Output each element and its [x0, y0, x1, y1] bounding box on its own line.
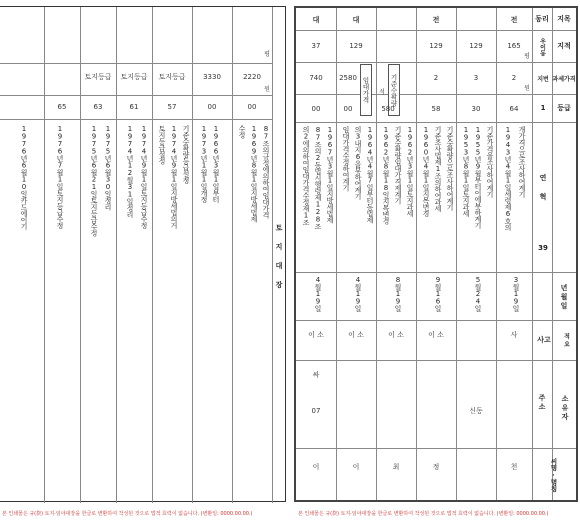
- reason-cell: 이 소: [388, 331, 404, 339]
- history-entry: 기준조사법제1조의하여과세: [434, 126, 442, 212]
- history-entry: 1975년6월30일정리: [104, 125, 112, 210]
- grade-label: 토지등급: [158, 73, 186, 81]
- history-entry: 1969년8월1일지방세법제: [250, 125, 258, 222]
- history-entry: 의2에의하여임대가격수정재1조: [302, 126, 310, 226]
- owner-name: 정: [432, 463, 440, 471]
- name-label: 씨명·명칭: [549, 458, 558, 492]
- register-title: 토 지 대 장: [275, 224, 283, 290]
- row-divider: [296, 360, 576, 361]
- grade-value: 00: [343, 105, 353, 113]
- reason-cell: 사: [510, 331, 518, 339]
- land-register-left-page: [0, 6, 286, 502]
- grade-value: 64: [509, 105, 519, 113]
- column-divider: [44, 7, 45, 503]
- grade-value: 58: [431, 105, 441, 113]
- pyeong-mark: 평: [264, 50, 270, 58]
- owner-name: 천: [510, 463, 518, 471]
- address-cell: 싸: [312, 371, 320, 379]
- pyeong-mark: 평: [524, 52, 530, 60]
- area-label: 지적: [557, 42, 571, 50]
- footer-disclaimer: 본 인쇄물은 규(揆) 토지·임야대장을 한글로 변환하여 작성된 것으로 법적 효력이 없습니다. (변환일: 0000.00.00.): [298, 511, 549, 517]
- history-entry: 1966년3월1일부터: [212, 125, 220, 203]
- district-name: 우이동: [538, 38, 546, 56]
- land-category: 대: [312, 16, 320, 24]
- owner-name: 최: [392, 463, 400, 471]
- date-cell: 4월19일: [314, 276, 322, 312]
- date-label: 년월일: [560, 283, 568, 311]
- tax-value: 2: [511, 74, 517, 82]
- history-entry: 의3내지6을부하여계기: [354, 126, 362, 200]
- owner-label: 소유자: [561, 394, 569, 422]
- history-entry: 1976년6월10일카드에이기: [20, 125, 28, 230]
- owner-name: 이: [312, 463, 320, 471]
- history-entry: 87조의2동법시행령제128조: [314, 126, 322, 230]
- land-category: 전: [432, 16, 440, 24]
- history-entry: 1943년4월1일세령제6호의: [504, 126, 512, 231]
- reason-label: 사고: [537, 336, 551, 344]
- reason-cell: 이 소: [308, 331, 324, 339]
- history-entry: 1953년8월1일토지과세: [462, 126, 470, 217]
- date-cell: 4월19일: [354, 276, 362, 312]
- lot-number-value: 1: [540, 104, 546, 112]
- rental-value-stamp: 임대가격: [360, 64, 372, 116]
- grade-value: 00: [207, 103, 217, 111]
- area-value: 37: [311, 42, 321, 50]
- won-mark: 원: [524, 84, 530, 92]
- area-value: 2220: [243, 73, 261, 81]
- footer-disclaimer: 본 인쇄물은 규(揆) 토지·임야대장을 한글로 변환하여 작성된 것으로 법적 효력이 없습니다. (변환일: 0000.00.00.): [2, 511, 253, 517]
- harvest-value: 580: [381, 105, 395, 113]
- history-entry: 1976년7월1일토지등급수정: [56, 125, 64, 229]
- row-divider: [296, 62, 576, 63]
- history-entry: 개가격으로조사하여계기: [518, 126, 526, 198]
- grade-value: 65: [57, 103, 67, 111]
- grade-value: 63: [93, 103, 103, 111]
- date-cell: 3월19일: [512, 276, 520, 312]
- tax-value: 2580: [339, 74, 357, 82]
- row-divider: [296, 30, 576, 31]
- column-divider: [376, 8, 377, 500]
- reason-cell: 이 소: [428, 331, 444, 339]
- grade-value: 00: [247, 103, 257, 111]
- won-mark: 원: [264, 85, 270, 93]
- address-number: 07: [311, 407, 321, 415]
- history-entry: 1962년3월1일토지과세: [406, 126, 414, 217]
- history-entry: 87조의규정에의하여임대가격: [262, 125, 270, 218]
- change-label: 적요: [562, 333, 570, 349]
- date-cell: 5월24일: [474, 276, 482, 312]
- history-entry: 1962년8월18일지목변경: [382, 126, 390, 224]
- address-cell: 신동: [469, 407, 483, 415]
- area-value: 129: [349, 42, 363, 50]
- owner-name: 이: [352, 463, 360, 471]
- unit-mark: 석: [379, 88, 385, 96]
- history-entry: 토지등급설정: [158, 125, 166, 164]
- tax-value: 2: [433, 74, 439, 82]
- area-value: 129: [469, 42, 483, 50]
- area-value: 165: [507, 42, 521, 50]
- grade-label: 등급: [557, 104, 571, 112]
- history-entry: 1974년9월1일토지등급수정: [140, 125, 148, 229]
- address-label: 주소: [538, 394, 546, 412]
- history-entry: 기준수확량등급설정: [182, 125, 190, 184]
- history-entry: 기준가격을조사하여계기: [486, 126, 494, 198]
- history-entry: 1967년3월1일지방세법제: [326, 126, 334, 223]
- history-entry: 1955년9월부터이에부하계기: [474, 126, 482, 229]
- district-label: 동리: [535, 15, 549, 23]
- history-entry: 기준수확량임대가격제계기: [394, 126, 402, 204]
- reason-cell: 이 소: [348, 331, 364, 339]
- tax-value: 3: [473, 74, 479, 82]
- row-divider: [296, 122, 576, 123]
- row-divider: [296, 448, 576, 449]
- land-category-label: 지목: [557, 15, 571, 23]
- history-entry: 1973년1월1일개정: [200, 125, 208, 203]
- history-entry: 1975년6월21일토지등급수정: [90, 125, 98, 236]
- row-divider: [296, 94, 576, 95]
- history-entry: 수정: [238, 125, 246, 138]
- area-value: 129: [429, 42, 443, 50]
- land-register-right-page: [294, 6, 578, 502]
- tax-value-label: 과세가격: [552, 75, 576, 83]
- date-cell: 8월19일: [394, 276, 402, 312]
- standard-harvest-stamp: 기준수확량: [388, 64, 400, 116]
- grade-label: 토지등급: [84, 73, 112, 81]
- area-value: 3330: [203, 73, 221, 81]
- history-entry: 1974년12월31일정리: [126, 125, 134, 218]
- grade-value: 61: [129, 103, 139, 111]
- history-entry: 기준수확량으로조사하여계기: [446, 126, 454, 211]
- history-number: 39: [538, 244, 548, 252]
- row-divider: [296, 320, 576, 321]
- history-entry: 1964년4월7일부터동법제: [366, 126, 374, 223]
- grade-label: 토지등급: [120, 73, 148, 81]
- grade-value: 57: [167, 103, 177, 111]
- grade-value: 00: [311, 105, 321, 113]
- history-label: 연 혁: [539, 174, 547, 202]
- row-divider: [296, 272, 576, 273]
- date-cell: 9월16일: [434, 276, 442, 312]
- land-category: 전: [510, 16, 518, 24]
- land-category: 대: [352, 16, 360, 24]
- history-entry: 1960년4월1일지목변경: [422, 126, 430, 217]
- history-entry: 1974년9월1일지방세법의거: [170, 125, 178, 229]
- history-entry: 임대가격수정하여계기: [342, 126, 350, 191]
- tax-value: 740: [309, 74, 323, 82]
- lot-number-label: 지번: [537, 75, 549, 83]
- grade-value: 30: [471, 105, 481, 113]
